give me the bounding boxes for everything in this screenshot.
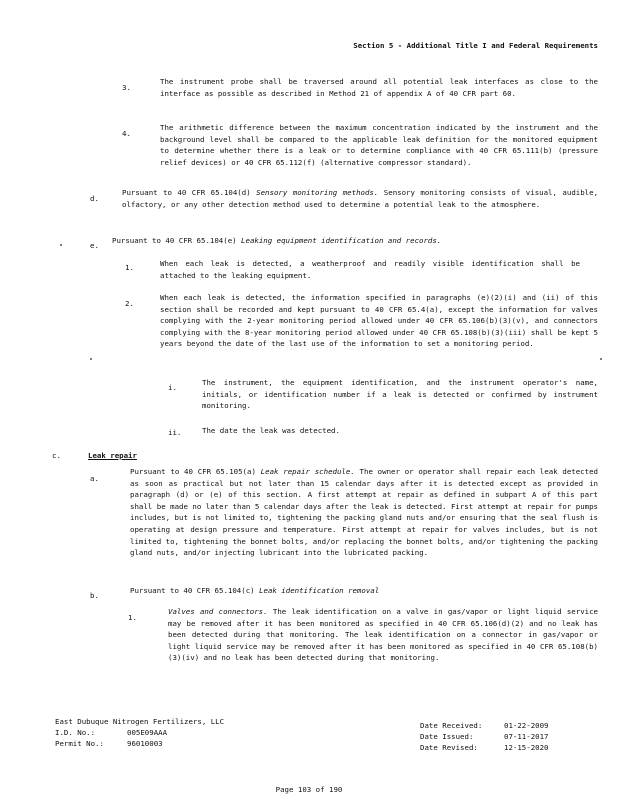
id-number-row	[55, 727, 224, 738]
paragraph-e: Pursuant to 40 CFR 65.104(e) Leaking equipment identification and records.	[112, 236, 442, 245]
paragraph-e2i: The instrument, the equipment identification, and the instrument operator's name, initials, or identification number if a leak is detected or confirmed by instrument monitoring.	[202, 378, 598, 411]
item-letter: a.	[90, 474, 99, 483]
page-header: Section 5 - Additional Title I and Federal Requirements	[353, 41, 598, 50]
scan-speck	[60, 244, 62, 246]
section-letter: c.	[52, 451, 61, 460]
date-issued-row	[420, 731, 549, 742]
item-number: 4.	[122, 129, 131, 138]
date-issued-label: Date Issued:	[420, 732, 474, 741]
section-title: Leak repair	[88, 451, 137, 460]
paragraph-cb1: Valves and connectors. The leak identification on a valve in gas/vapor or light liquid service may be removed after it has been monitored as specified in 40 CFR 65.106(d)(2) and no leak has been detected during that monitoring. The leak identification on a connector in gas/vapor or light liquid service may be removed after it has been monitored as specified in 40 CFR 65.108(b)(3)(iv) and no leak has been detected during that monitoring.	[168, 607, 599, 663]
date-revised-row	[420, 742, 549, 753]
date-issued-value: 07-11-2017	[504, 732, 549, 741]
paragraph-b3: The instrument probe shall be traversed around all potential leak interfaces as close to the interface as possible as described in Method 21 of appendix A of 40 CFR part 60.	[160, 77, 598, 98]
id-value: 005E09AAA	[127, 728, 168, 737]
item-number: 1.	[128, 613, 137, 622]
date-received-value: 01-22-2009	[504, 721, 549, 730]
date-received-row	[420, 720, 549, 731]
item-number: 1.	[125, 263, 134, 272]
footer-dates	[420, 720, 549, 753]
paragraph-ca: Pursuant to 40 CFR 65.105(a) Leak repair schedule. The owner or operator shall repair each leak detected as soon as practical but not later than 15 calendar days after it is detected except as provided in paragraph (d) or (e) of this section. A first attempt at repair as defined in subpart A of this part shall be made no later than 5 calendar days after the leak is detected. First attempt at repair for pumps includes, but is not limited to, tightening the packing gland nuts and/or ensuring that the seal flush is operating at design pressure and temperature. First attempt at repair for valves includes, but is not limited to, tightening the bonnet bolts, and/or replacing the bonnet bolts, and/or tightening the packing gland nuts, and/or injecting lubricant into the lubricated packing.	[130, 467, 598, 558]
item-letter: b.	[90, 591, 99, 600]
item-number: 2.	[125, 299, 134, 308]
item-letter: e.	[90, 241, 99, 250]
item-number: 3.	[122, 83, 131, 92]
footer-facility	[55, 716, 224, 749]
date-revised-label: Date Revised:	[420, 743, 478, 752]
paragraph-e1: When each leak is detected, a weatherproof and readily visible identification shall be attached to the leaking equipment.	[160, 259, 580, 280]
paragraph-e2ii: The date the leak was detected.	[202, 426, 340, 435]
date-received-label: Date Received:	[420, 721, 483, 730]
paragraph-b4: The arithmetic difference between the maximum concentration indicated by the instrument and the background level shall be compared to the applicable leak definition for the monitored equipment to determine whether there is a leak or to determine compliance with 40 CFR 65.111(b) (pressure relief devices) or 40 CFR 65.112(f) (alternative compressor standard).	[160, 123, 598, 167]
scan-speck	[90, 358, 92, 360]
paragraph-cb: Pursuant to 40 CFR 65.104(c) Leak identification removal	[130, 586, 380, 595]
page-number: Page 103 of 190	[275, 785, 343, 794]
paragraph-d: Pursuant to 40 CFR 65.104(d) Sensory monitoring methods. Sensory monitoring consists of visual, audible, olfactory, or any other detection method used to determine a potential leak to the atmosphere.	[122, 188, 599, 209]
permit-label: Permit No.:	[55, 739, 104, 748]
company-name: East Dubuque Nitrogen Fertilizers, LLC	[55, 717, 225, 726]
scan-speck	[600, 358, 602, 360]
item-letter: d.	[90, 194, 99, 203]
item-number: i.	[168, 383, 177, 392]
id-label: I.D. No.:	[55, 728, 96, 737]
permit-number-row	[55, 738, 224, 749]
item-number: ii.	[168, 428, 182, 437]
permit-value: 96010003	[127, 739, 163, 748]
paragraph-e2: When each leak is detected, the information specified in paragraphs (e)(2)(i) and (ii) of this section shall be recorded and kept pursuant to 40 CFR 65.4(a), except the information for valves complying with the 2-year monitoring period allowed under 40 CFR 65.106(b)(3)(v), and connectors complying with the 8-year monitoring period allowed under 40 CFR 65.108(b)(3)(iii) shall be kept 5 years beyond the date of the last use of the information to set a monitoring period.	[160, 293, 598, 349]
date-revised-value: 12-15-2020	[504, 743, 549, 752]
